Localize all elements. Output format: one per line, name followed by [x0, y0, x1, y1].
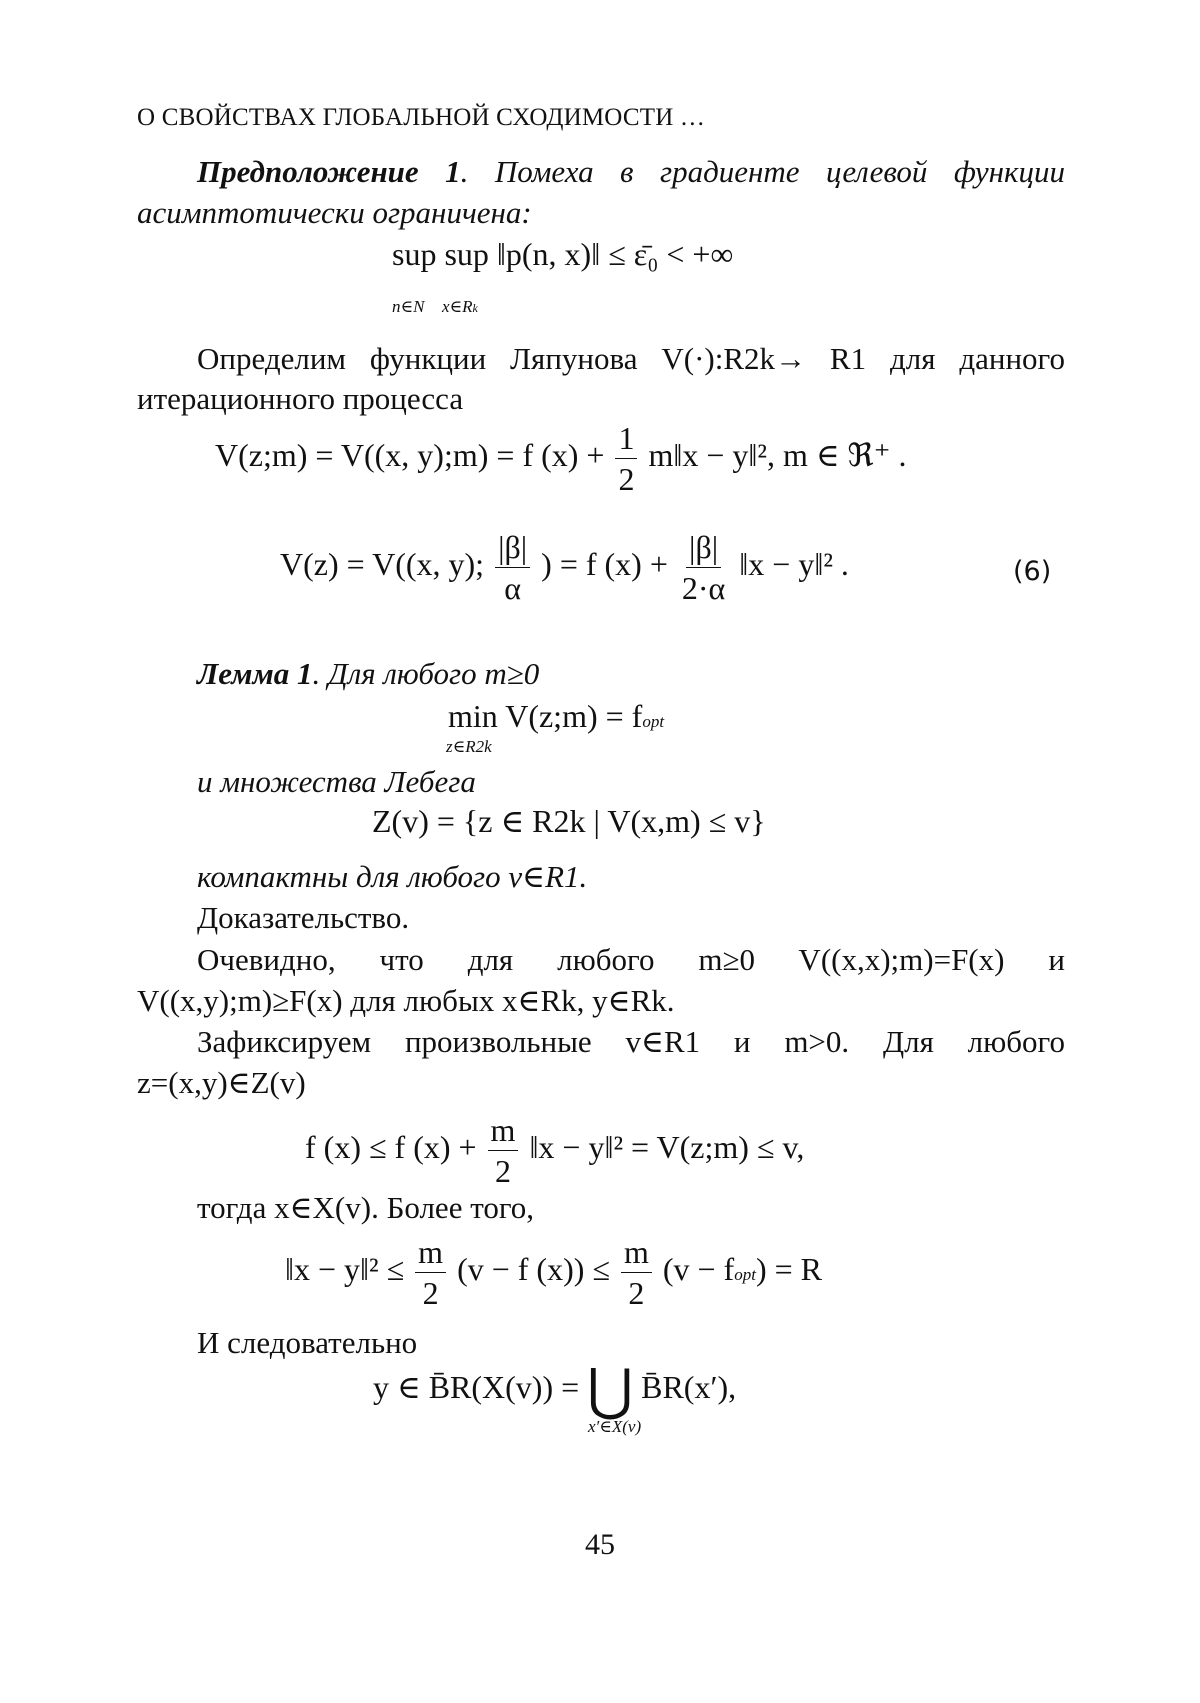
equation-min	[448, 698, 664, 735]
equation-radius-left: ‖x − y‖² ≤	[285, 1250, 405, 1287]
equation-min-sub: z∈R2k	[446, 737, 492, 756]
fraction-num: m	[621, 1232, 652, 1273]
equation-min-sub-opt: opt	[642, 712, 665, 731]
equation-radius-mid: (v − f (x)) ≤	[457, 1250, 610, 1287]
equation-min-text: min V(z;m) = f	[448, 698, 643, 734]
fraction-num: m	[415, 1232, 446, 1273]
equation-f-right: ‖x − y‖² = V(z;m) ≤ v,	[529, 1128, 805, 1165]
fraction-den: α	[504, 570, 521, 606]
equation-lebesgue-set: Z(v) = {z ∈ R2k | V(x,m) ≤ v}	[372, 803, 766, 839]
equation-radius-right: (v − f	[662, 1250, 735, 1287]
fraction-num: |β|	[686, 527, 721, 568]
obvious-line-2: V((x,y);m)≥F(x) для любых x∈Rk, y∈Rk.	[137, 983, 675, 1018]
fix-line-2: z=(x,y)∈Z(v)	[137, 1065, 306, 1100]
equation-lyapunov-left: V(z;m) = V((x, y);m) = f (x) +	[215, 436, 605, 473]
assumption-line-2: асимптотически ограничена:	[137, 195, 532, 230]
running-header: О СВОЙСТВАХ ГЛОБАЛЬНОЙ СХОДИМОСТИ …	[137, 104, 706, 131]
lemma-text: . Для любого m≥0	[312, 656, 540, 691]
equation-6	[280, 527, 849, 608]
fraction-num: m	[488, 1110, 519, 1151]
equation-sup-sub-n: n∈N	[392, 297, 425, 316]
lyapunov-line-1: Определим функции Ляпунова V(·):R2k→ R1 для данного	[197, 341, 1065, 376]
assumption-text-1: . Помеха в градиенте целевой функции	[460, 154, 1065, 189]
equation-radius-sub-opt: opt	[734, 1264, 756, 1284]
lemma-line	[197, 653, 1065, 694]
fraction-den: 2	[628, 1275, 645, 1311]
equation-sup-bound: sup sup ‖p(n, x)‖ ≤ ε̄₀ < +∞	[392, 236, 734, 272]
equation-radius-end: ) = R	[755, 1250, 822, 1287]
lebesgue-line: и множества Лебега	[197, 764, 476, 799]
fraction-m-half-1	[415, 1232, 446, 1313]
equation-lyapunov-right: m‖x − y‖², m ∈ ℜ⁺ .	[648, 436, 907, 473]
equation-f-bound	[305, 1110, 804, 1191]
equation-lyapunov	[215, 418, 906, 499]
fraction-m-half-2	[621, 1232, 652, 1313]
equation-sup-sub-k: k	[472, 301, 478, 315]
fraction-num: |β|	[495, 527, 530, 568]
fix-line-1: Зафиксируем произвольные v∈R1 и m>0. Для любого	[197, 1024, 1065, 1059]
equation-6-left: V(z) = V((x, y);	[280, 545, 485, 582]
obvious-line-1: Очевидно, что для любого m≥0 V((x,x);m)=F(x) и	[197, 942, 1065, 977]
equation-union-left: y ∈ B̄R(X(v)) =	[373, 1369, 580, 1405]
fraction-den: 2	[494, 1153, 511, 1189]
equation-f-left: f (x) ≤ f (x) +	[305, 1128, 477, 1165]
page-number: 45	[585, 1528, 615, 1561]
equation-radius	[285, 1232, 822, 1313]
union-symbol: ⋃	[587, 1359, 634, 1422]
equation-6-right: ‖x − y‖² .	[739, 545, 849, 582]
assumption-line-1	[197, 151, 1065, 192]
then-line: тогда x∈X(v). Более того,	[197, 1190, 535, 1225]
equation-6-mid: ) = f (x) +	[541, 545, 668, 582]
lyapunov-line-2: итерационного процесса	[137, 381, 464, 416]
fraction-den: 2·α	[681, 570, 726, 606]
equation-number: (6)	[1013, 556, 1052, 587]
fraction-beta-2alpha	[679, 527, 728, 608]
fraction-one-half	[615, 418, 637, 499]
equation-sup-sub-x	[442, 297, 478, 317]
fraction-den: 2	[422, 1275, 439, 1311]
fraction-beta-alpha	[495, 527, 530, 608]
fraction-num: 1	[615, 418, 637, 459]
equation-sup-sub-x-text: x∈R	[442, 297, 473, 316]
assumption-label: Предположение 1	[197, 154, 461, 189]
lemma-label: Лемма 1	[197, 656, 313, 691]
compact-line: компактны для любого v∈R1.	[197, 859, 588, 894]
fraction-den: 2	[618, 461, 635, 497]
equation-union	[373, 1359, 737, 1422]
fraction-m-half	[488, 1110, 519, 1191]
consequently-line: И следовательно	[197, 1325, 418, 1360]
proof-label: Доказательство.	[197, 900, 410, 935]
equation-union-right: B̄R(x′),	[641, 1369, 737, 1405]
equation-union-sub: x′∈X(v)	[588, 1417, 642, 1436]
